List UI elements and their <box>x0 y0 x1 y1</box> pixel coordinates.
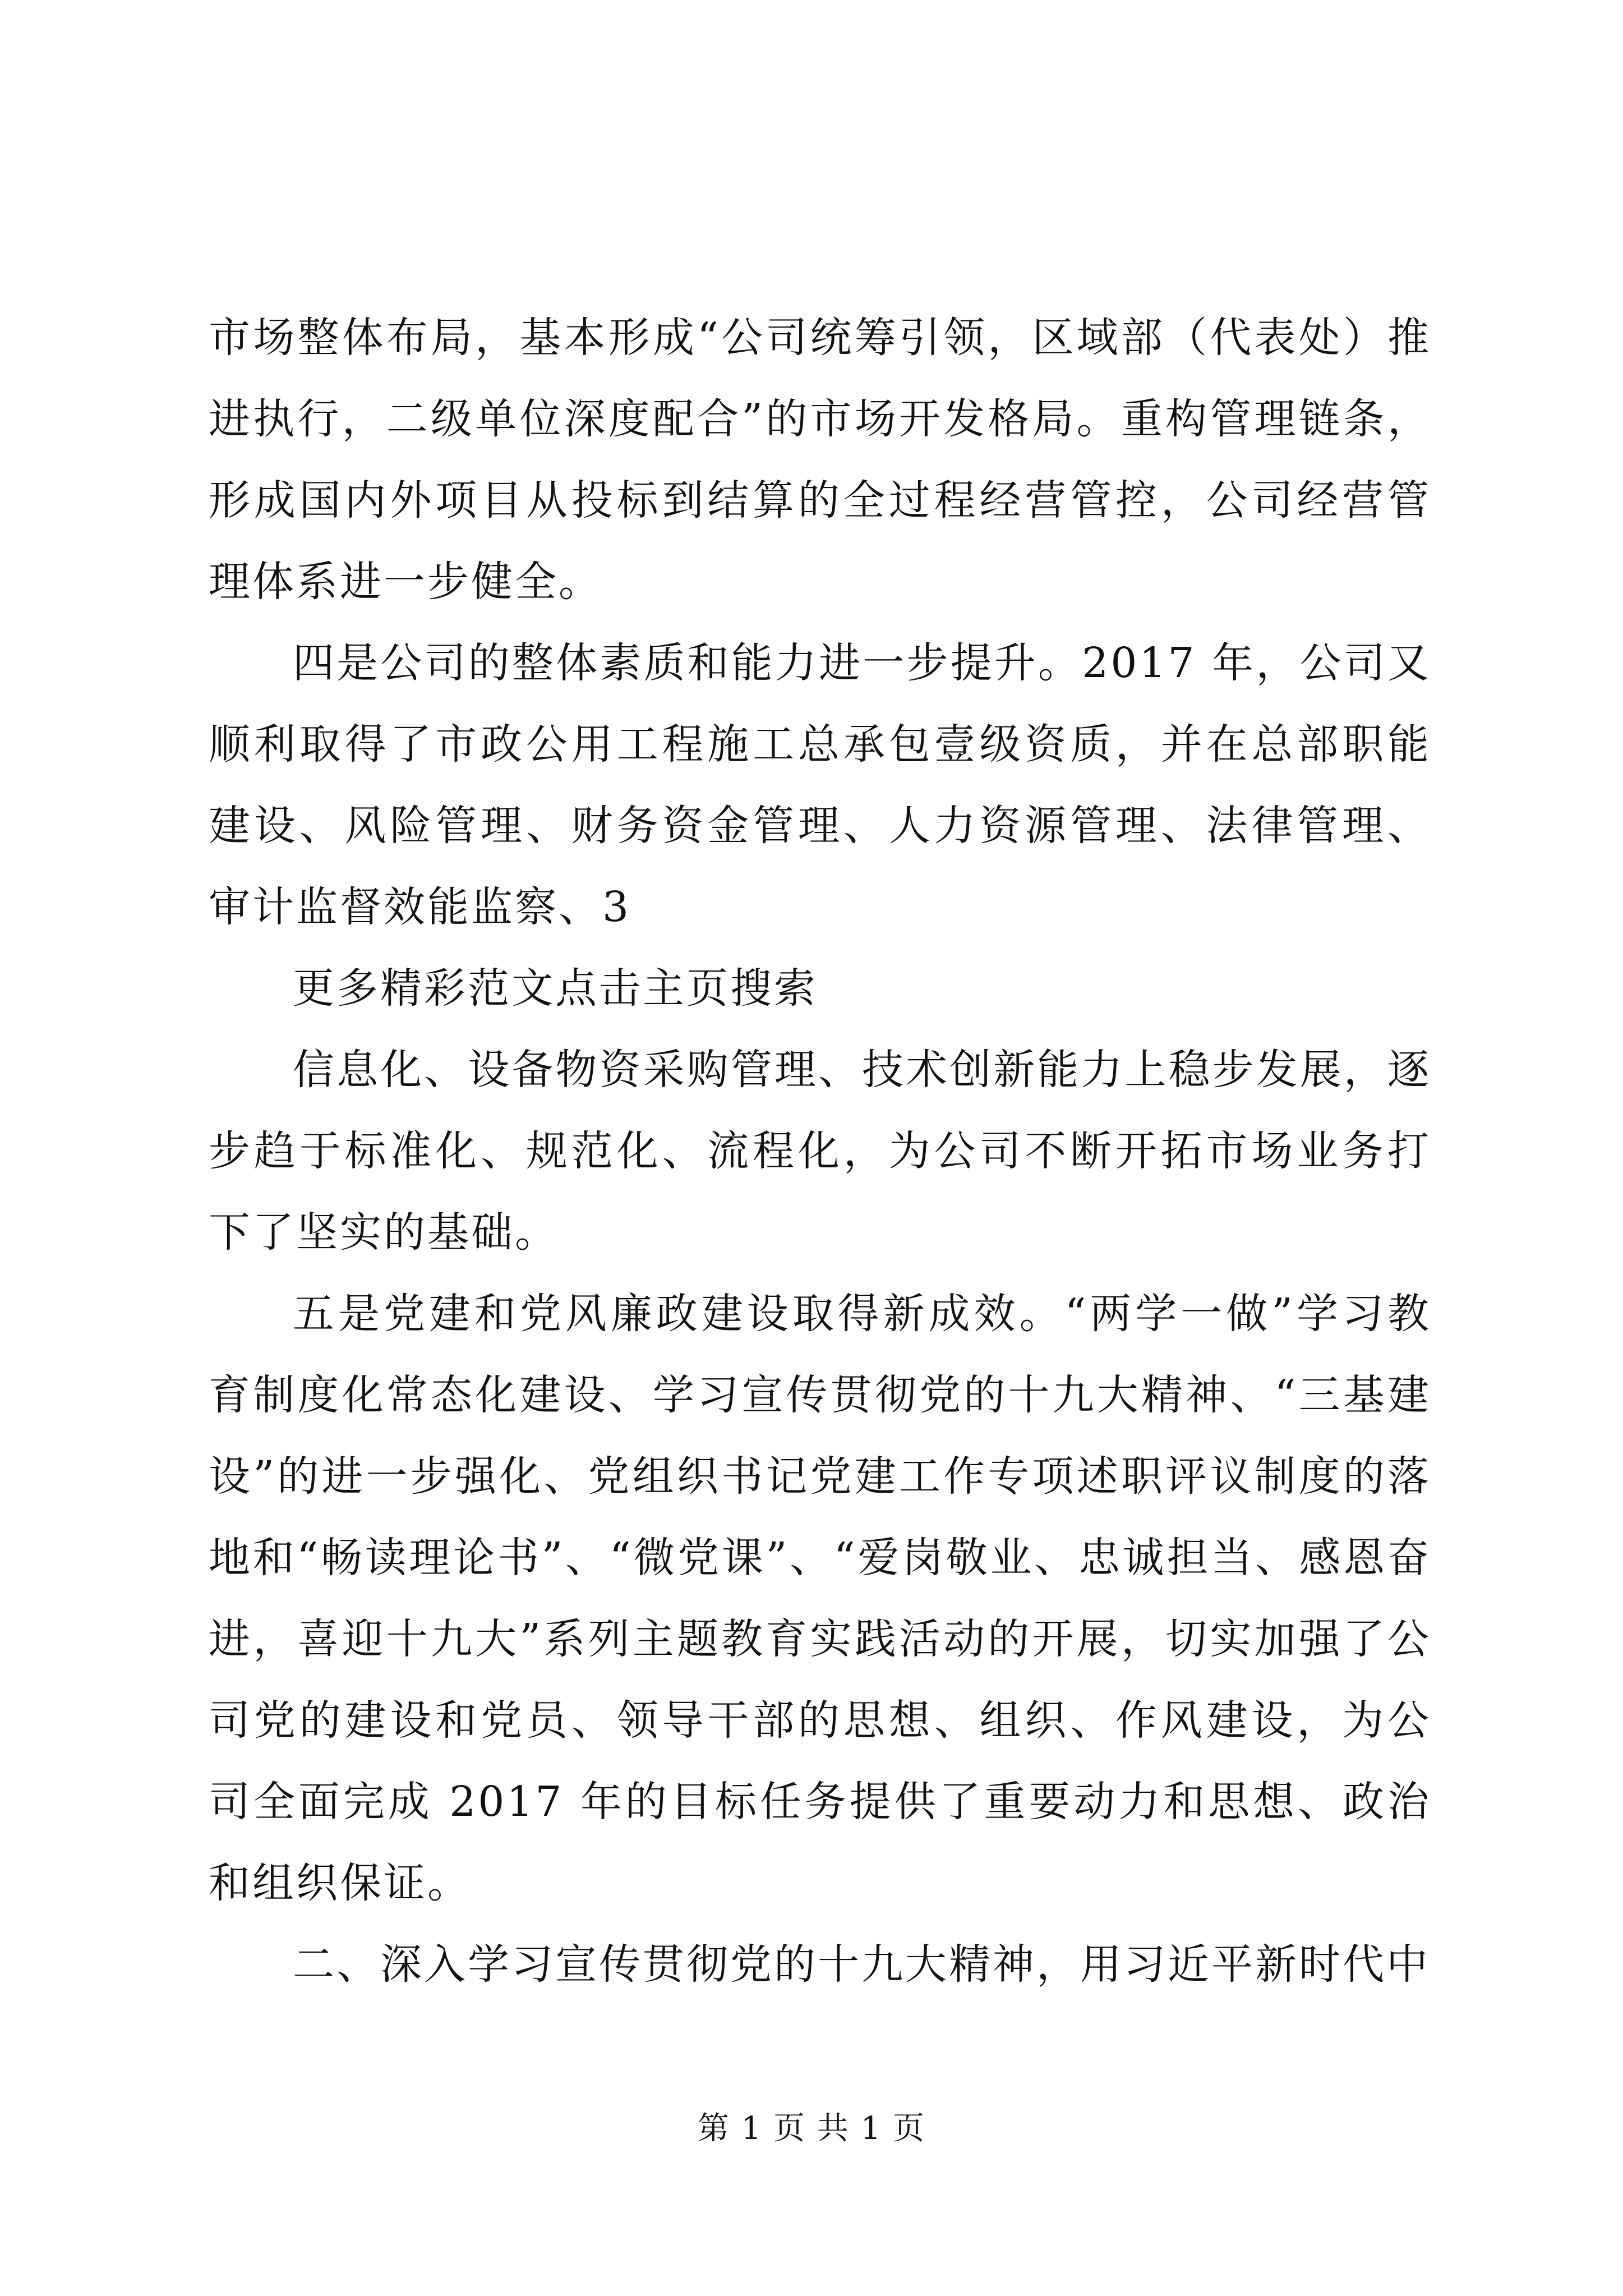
paragraph-informatization: 信息化、设备物资采购管理、技术创新能力上稳步发展，逐步趋于标准化、规范化、流程化，为公司不断开拓市场业务打下了坚实的基础。 <box>209 1046 1431 1257</box>
paragraph-quality-capability: 四是公司的整体素质和能力进一步提升。2017 年，公司又顺利取得了市政公用工程施工总承包壹级资质，并在总部职能建设、风险管理、财务资金管理、人力资源管理、法律管理、审计监督效能监察、3 <box>209 639 1431 931</box>
paragraph-more-samples: 更多精彩范文点击主页搜索 <box>293 964 818 1013</box>
page-footer: 第 1 页 共 1 页 <box>697 2110 926 2147</box>
paragraph-market-layout: 市场整体布局，基本形成“公司统筹引领，区域部（代表处）推进执行，二级单位深度配合”的市场开发格局。重构管理链条，形成国内外项目从投标到结算的全过程经营管控，公司经营管理体系进一步健全。 <box>209 314 1431 606</box>
paragraph-party-building: 五是党建和党风廉政建设取得新成效。“两学一做”学习教育制度化常态化建设、学习宣传贯彻党的十九大精神、“三基建设”的进一步强化、党组织书记党建工作专项述职评议制度的落地和“畅读理论书”、“微党课”、“爱岗敬业、忠诚担当、感恩奋进，喜迎十九大”系列主题教育实践活动的开展，切实加强了公司党的建设和党员、领导干部的思想、组织、作风建设，为公司全面完成 2017 年的目标任务提供了重要动力和思想、政治和组织保证。 <box>209 1290 1431 1907</box>
paragraph-section-two: 二、深入学习宣传贯彻党的十九大精神，用习近平新时代中 <box>293 1940 1430 1989</box>
document-body <box>209 297 1431 2005</box>
